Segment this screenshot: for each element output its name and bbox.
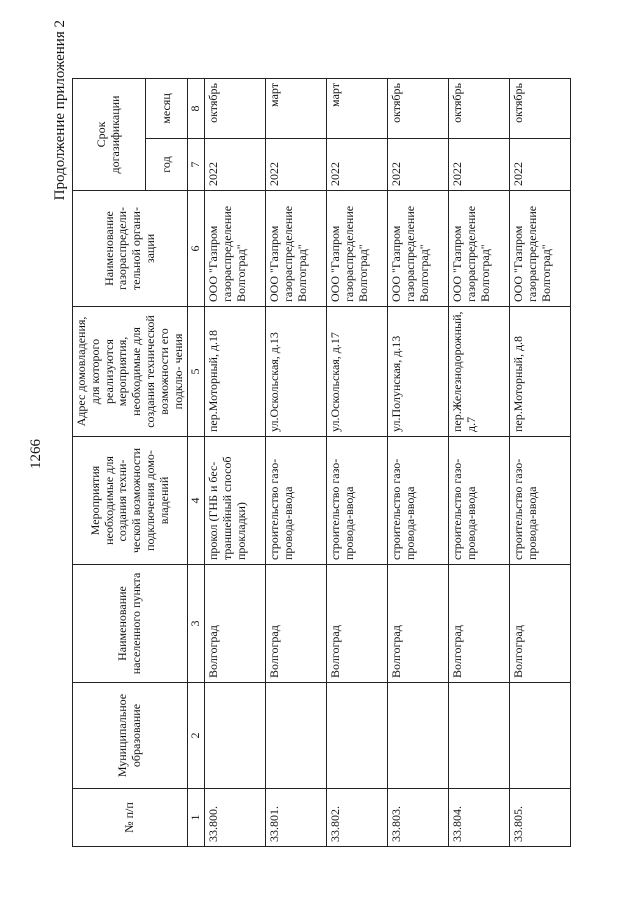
header-settlement: Наименование населенного пункта — [73, 565, 188, 683]
row-org: ООО "Газпром газораспределение Волгоград" — [327, 191, 388, 307]
row-measures: строительство газо- провода-ввода — [510, 437, 571, 565]
row-year: 2022 — [327, 139, 388, 191]
col-number: 4 — [188, 437, 205, 565]
row-month: октябрь — [205, 79, 266, 139]
row-org: ООО "Газпром газораспределение Волгоград" — [449, 191, 510, 307]
row-municipality — [388, 683, 449, 789]
header-deadline: Срок догазификации — [73, 79, 146, 191]
header-municipality: Муниципальное образование — [73, 683, 188, 789]
row-measures: строительство газо- провода-ввода — [327, 437, 388, 565]
row-month: март — [327, 79, 388, 139]
row-num: 33.800. — [205, 789, 266, 847]
row-municipality — [266, 683, 327, 789]
row-settlement: Волгоград — [510, 565, 571, 683]
row-month: октябрь — [388, 79, 449, 139]
row-num: 33.804. — [449, 789, 510, 847]
row-municipality — [510, 683, 571, 789]
row-measures: строительство газо- провода-ввода — [266, 437, 327, 565]
row-settlement: Волгоград — [449, 565, 510, 683]
gasification-table — [72, 78, 571, 847]
col-number: 8 — [188, 79, 205, 139]
table-row — [266, 79, 327, 847]
row-num: 33.803. — [388, 789, 449, 847]
row-settlement: Волгоград — [205, 565, 266, 683]
table-row — [327, 79, 388, 847]
row-num: 33.805. — [510, 789, 571, 847]
row-year: 2022 — [449, 139, 510, 191]
col-number: 2 — [188, 683, 205, 789]
row-measures: строительство газо- провода-ввода — [449, 437, 510, 565]
row-year: 2022 — [205, 139, 266, 191]
header-org: Наименование газораспредели- тельной органи- зации — [73, 191, 188, 307]
row-measures: строительство газо- провода-ввода — [388, 437, 449, 565]
column-number-row — [188, 79, 205, 847]
row-num: 33.802. — [327, 789, 388, 847]
row-year: 2022 — [388, 139, 449, 191]
row-org: ООО "Газпром газораспределение Волгоград" — [205, 191, 266, 307]
table-row — [449, 79, 510, 847]
row-month: март — [266, 79, 327, 139]
row-address: пер.Железнодорожный, д.7 — [449, 307, 510, 437]
header-num: № п/п — [73, 789, 188, 847]
row-year: 2022 — [266, 139, 327, 191]
row-municipality — [327, 683, 388, 789]
row-address: пер.Моторный, д.8 — [510, 307, 571, 437]
row-num: 33.801. — [266, 789, 327, 847]
col-number: 5 — [188, 307, 205, 437]
table-row — [388, 79, 449, 847]
header-month: месяц — [146, 79, 188, 139]
row-month: октябрь — [449, 79, 510, 139]
page-number: 1266 — [28, 439, 44, 469]
col-number: 1 — [188, 789, 205, 847]
header-address: Адрес домовладения, для которого реализуются мероприятия, необходимые для создания технической возможности его подклю- чения — [73, 307, 188, 437]
table-row — [510, 79, 571, 847]
row-settlement: Волгоград — [266, 565, 327, 683]
header-year: год — [146, 139, 188, 191]
table-row — [205, 79, 266, 847]
row-address: ул.Оскольская, д.13 — [266, 307, 327, 437]
col-number: 3 — [188, 565, 205, 683]
row-municipality — [449, 683, 510, 789]
row-settlement: Волгоград — [388, 565, 449, 683]
col-number: 7 — [188, 139, 205, 191]
row-org: ООО "Газпром газораспределение Волгоград" — [388, 191, 449, 307]
header-measures: Мероприятия необходимые для создания техни- ческой возможности подключения домо- владений — [73, 437, 188, 565]
row-municipality — [205, 683, 266, 789]
row-address: ул.Оскольская, д.17 — [327, 307, 388, 437]
row-org: ООО "Газпром газораспределение Волгоград" — [266, 191, 327, 307]
col-number: 6 — [188, 191, 205, 307]
row-year: 2022 — [510, 139, 571, 191]
row-month: октябрь — [510, 79, 571, 139]
appendix-caption: Продолжение приложения 2 — [52, 20, 68, 201]
row-address: ул.Полунская, д.13 — [388, 307, 449, 437]
row-org: ООО "Газпром газораспределение Волгоград" — [510, 191, 571, 307]
row-measures: прокол (ГНБ и бес- траншейный способ прокладки) — [205, 437, 266, 565]
row-address: пер.Моторный, д.18 — [205, 307, 266, 437]
row-settlement: Волгоград — [327, 565, 388, 683]
